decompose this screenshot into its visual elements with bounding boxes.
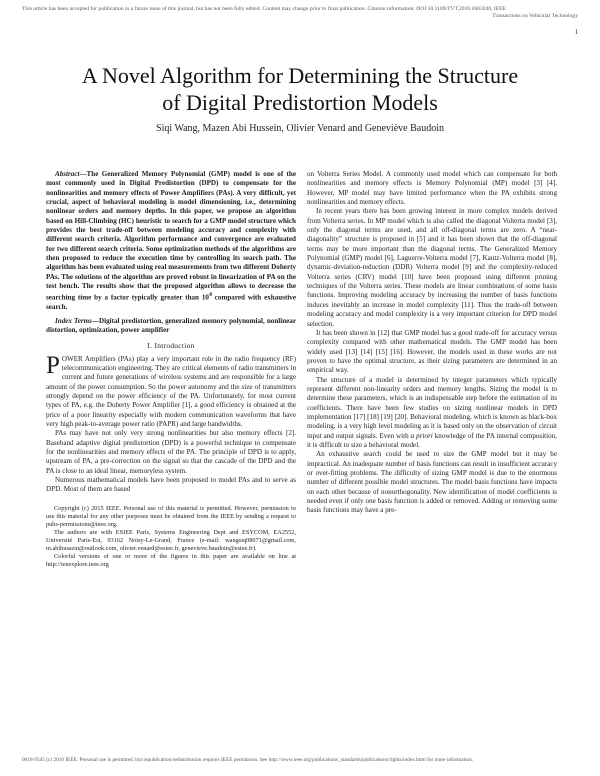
footer-rights-text: 0018-9545 (c) 2016 IEEE. Personal use is permitted, but republication/redistribution requires IEEE permission. See http://www.ieee.org/publications_standards/publications/rights/index.html for more information. [22, 757, 474, 763]
abstract-lead: Abstract [55, 170, 80, 178]
intro-paragraph-3: Numerous mathematical models have been proposed to model PAs and to serve as DPD. Most of them are based [46, 476, 296, 494]
header-note-line2: Transactions on Vehicular Technology [492, 13, 578, 19]
section-heading-introduction: I. Introduction [147, 341, 195, 351]
intro-paragraph-1 [46, 351, 296, 430]
color-figures-footnote: Colorful versions of one or more of the figures in this paper are available on line at http://ieeexplore.ieee.org [46, 553, 296, 569]
page-number: 1 [574, 28, 578, 36]
paper-title [30, 62, 570, 116]
copyright-footnote: Copyright (c) 2015 IEEE. Personal use of this material is permitted. However, permission to use this material for any other purposes must be obtained from the IEEE by sending a request to pubs-permissions@ieee.org. [46, 504, 296, 528]
affiliation-footnote: The authors are with ESIEE Paris, Systems Engineering Dept and ESYCOM, EA2552, Université Paris-Est, 93162 Noisy-Le-Grand, France (e-mail: wangsiq08071@gmail.com, m.abihussein@outlook.com, olivier.venard@esiee.fr, genevieve.baudoin@esiee.fr). [46, 528, 296, 553]
abstract-text: —The Generalized Memory Polynomial (GMP) model is one of the most commonly used in Digital Predistortion (DPD) to compensate for the nonlinearities and memory effects of Power Amplifiers (PAs). A very difficult, yet crucial, aspect of behavioral modeling is model dimensioning, i.e., determining nonlinear orders and memory depths. In this paper, we propose an algorithm based on Hill-Climbing (HC) heuristic to search for a GMP model structure which provides the best trade-off between modeling accuracy and complexity with different search criteria. Algorithm performance and convergence are evaluated for two different search criteria. Some optimization methods of the algorithms are then proposed to reduce the execution time by controlling its search path. The algorithm has been evaluated using real measurements from two different Doherty PAs. The solutions of the algorithm are proved robust in linearization of PA on the test bench. The results show that the proposed algorithm allows to decrease the searching time by a factor typically greater than 10 [46, 170, 296, 302]
intro-paragraph-1-text: OWER Amplifiers (PAs) play a very important role in the radio frequency (RF) telecommunication engineering. They are critical elements of radio transmitters in current and future generations of wireless systems and are responsible for a large amount of the power consumption. So the power autonomy and the size of transmitters strongly depend on the power efficiency of the PA. Unfortunately, for most current types of PA, e.g. the Doherty Power Amplifier [1], a good efficiency is obtained at the price of a poor linearity especially with modern communication waveforms that have very high peak-to-average power ratio (PAPR) and large bandwidths. [46, 354, 296, 428]
footnote-block [46, 505, 296, 570]
body-paragraph-4-emphasis: a priori [410, 431, 433, 440]
page-footer [22, 757, 578, 763]
body-paragraph-5: An exhaustive search could be used to size the GMP model but it may be impractical. An inadequate number of basis functions can result in insufficient accuracy or over-fitting problems. The difficulty of sizing GMP model is due to the enormous number of different possible model structures. The model basis functions have impacts on each other because of nonorthogonality. New identification of model coefficients is needed even if only one basis function is added or removed. Adding or removing some basis functions may have a pre- [307, 450, 557, 515]
body-paragraph-2: In recent years there has been growing interest in more complex models derived from Volterra series. In MP model which is also called the diagonal Volterra model [3], only the diagonal terms are used, and all off-diagonal terms are zero. A “near-diagonality” structure is proposed in [5] and it has been shown that the off-diagonal terms may be more important than the diagonal terms. The Generalized Memory Polynomial (GMP) model [6], Laguerre-Volterra model [7], Kautz-Volterra model [8], dynamic-deviation-reduction (DDR) Volterra model [9] and the complexity-reduced Volterra series (CRV) model [10] have been proposed using different pruning techniques of the Volterra series. These models are linear combinations of some basis functions. Improving modeling accuracy by increasing the number of basis functions induces inevitably an increase in model complexity [11]. Thus the trade-off between modeling accuracy and model complexity is a very important criterion for DPD model selection. [307, 207, 557, 328]
title-line-2: of Digital Predistortion Models [162, 90, 438, 115]
title-line-1: A Novel Algorithm for Determining the Structure [81, 63, 519, 88]
index-terms-lead: Index Terms [55, 316, 92, 325]
index-terms [46, 317, 296, 336]
right-column [307, 170, 557, 516]
intro-paragraph-2: PAs may have not only very strong nonlinearities but also memory effects [2]. Baseband adaptive digital predistortion (DPD) is a powerful technique to compensate for the nonlinearities and memory effects of the PA. The principle of DPD is to apply, upstream of PA, a pre-correction on the signal so that the cascade of the DPD and the PA is close to an ideal linear, memoryless system. [46, 429, 296, 475]
body-paragraph-3: It has been shown in [12] that GMP model has a good trade-off for accuracy versus complexity compared with other mathematical models. The GMP model has been widely used [13] [14] [15] [16]. However, the models used in these works are not proven to have the optimal structure, as their sizing parameters are determined in an empirical way. [307, 328, 557, 375]
index-terms-text: —Digital predistortion, generalized memory polynomial, nonlinear distortion, optimization, power amplifier [46, 316, 296, 334]
left-column [46, 170, 296, 569]
abstract [46, 170, 296, 313]
abstract-tail: compared with exhaustive search. [46, 293, 296, 312]
body-paragraph-4 [307, 376, 557, 451]
body-paragraph-1: on Volterra Series Model. A commonly used model which can compensate for both nonlinearities and memory effects is Memory Polynomial (MP) model [3] [4]. However, MP model may have limited performance when the PA exhibits strong nonlinearities and memory effects. [307, 170, 557, 207]
body-paragraph-4-text-b: knowledge of the PA internal composition, it is difficult to size a behavioral model. [307, 431, 557, 449]
journal-header-note [22, 6, 578, 20]
author-list: Siqi Wang, Mazen Abi Hussein, Olivier Venard and Geneviève Baudoin [156, 123, 444, 134]
abstract-exponent: 4 [208, 292, 212, 299]
drop-cap: P [46, 351, 60, 379]
header-note-line1: This article has been accepted for publication in a future issue of this journal, but has not been fully edited. Content may change prior to final publication. Citation information: DOI 10.1109/TVT.2016.2603240, IEEE [22, 6, 507, 12]
body-paragraph-4-text-a: The structure of a model is determined by integer parameters which typically represent different non-linearity orders and memory lengths. Sizing the model is to determine these parameters, which is an indispensable step before the estimation of its coefficients. There have been few studies on sizing nonlinear models in DPD implementation [17] [18] [19] [20]. Behavioral modeling, which is known as black-box modeling, is a very high level modeling as it is based only on the observation of circuit input and output signals. Even with [307, 375, 557, 440]
